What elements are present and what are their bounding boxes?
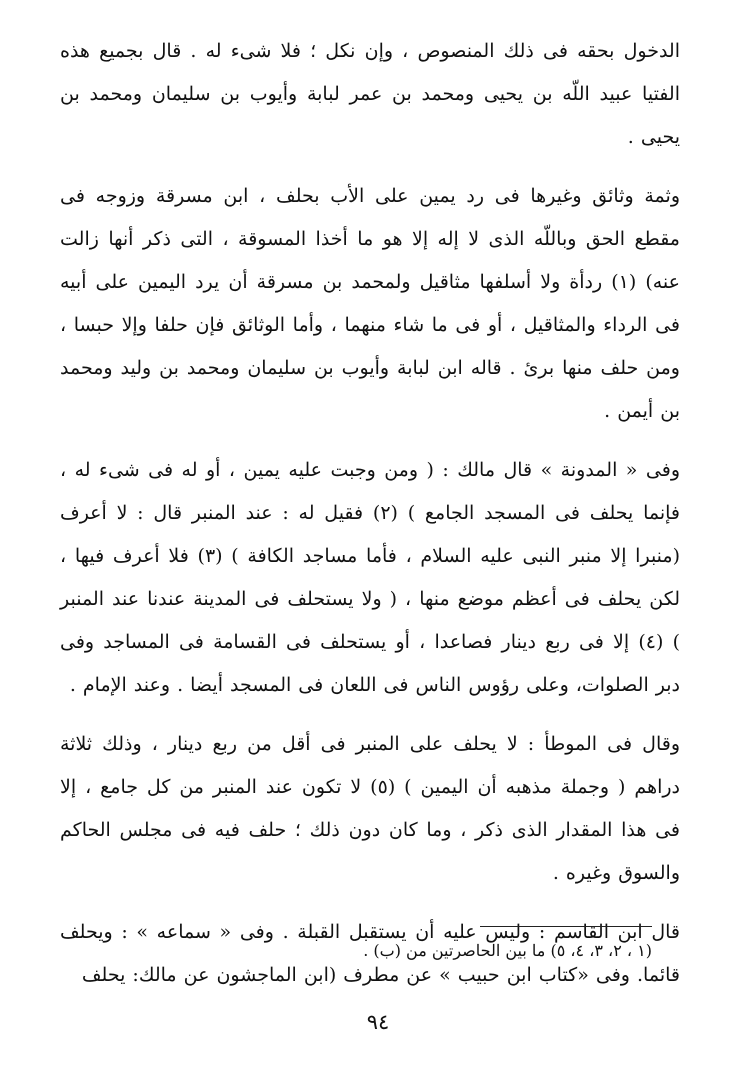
footnote-separator <box>480 926 652 927</box>
footnote: (١ ، ٢، ٣، ٤، ٥) ما بين الحاصرتين من (ب) . <box>363 941 652 960</box>
page-number: ٩٤ <box>366 1010 390 1034</box>
paragraph-1: الدخول بحقه فى ذلك المنصوص ، وإن نكل ؛ فلا شىء له . قال بجميع هذه الفتيا عبيد اللّه بن يحيى ومحمد بن عمر لبابة وأيوب بن سليمان ومحمد بن يحيى . <box>60 40 680 148</box>
body-text <box>60 30 680 1013</box>
paragraph-3: وفى « المدونة » قال مالك : ( ومن وجبت عليه يمين ، أو له فى شىء له ، فإنما يحلف فى المسجد الجامع ) (٢) فقيل له : عند المنبر قال : لا أعرف (منبرا إلا منبر النبى عليه السلام ، فأما مساجد الكافة ) (٣) فلا أعرف فيها ، لكن يحلف فى أعظم موضع منها ، ( ولا يستحلف فى المدينة عندنا عند المنبر ) (٤) إلا فى ربع دينار فصاعدا ، أو يستحلف فى القسامة فى المساجد وفى دبر الصلوات، وعلى رؤوس الناس فى اللعان فى المسجد أيضا . وعند الإمام . <box>60 459 681 696</box>
paragraph-4: وقال فى الموطأ : لا يحلف على المنبر فى أقل من ربع دينار ، وذلك ثلاثة دراهم ( وجملة مذهبه أن اليمين ) (٥) لا تكون عند المنبر من كل جامع ، إلا فى هذا المقدار الذى ذكر ، وما كان دون ذلك ؛ حلف فيه فى مجلس الحاكم والسوق وغيره . <box>60 733 680 884</box>
paragraph-2: وثمة وثائق وغيرها فى رد يمين على الأب بحلف ، ابن مسرقة وزوجه فى مقطع الحق وباللّه الذى لا إله إلا هو ما أخذا المسوقة ، التى ذكر أنها زالت عنه) (١) ردأة ولا أسلفها مثاقيل ولمحمد بن مسرقة أن يرد اليمين على أبيه فى الرداء والمثاقيل ، أو فى ما شاء منهما ، وأما الوثائق فإن حلفا وإلا حبسا ، ومن حلف منها برئ . قاله ابن لبابة وأيوب بن سليمان ومحمد بن وليد ومحمد بن أيمن . <box>60 185 680 422</box>
paragraph-5: قال ابن القاسم : وليس عليه أن يستقبل القبلة . وفى « سماعه » : ويحلف قائما. وفى «كتاب ابن حبيب » عن مطرف (ابن الماجشون عن مالك: يحلف <box>60 921 680 986</box>
